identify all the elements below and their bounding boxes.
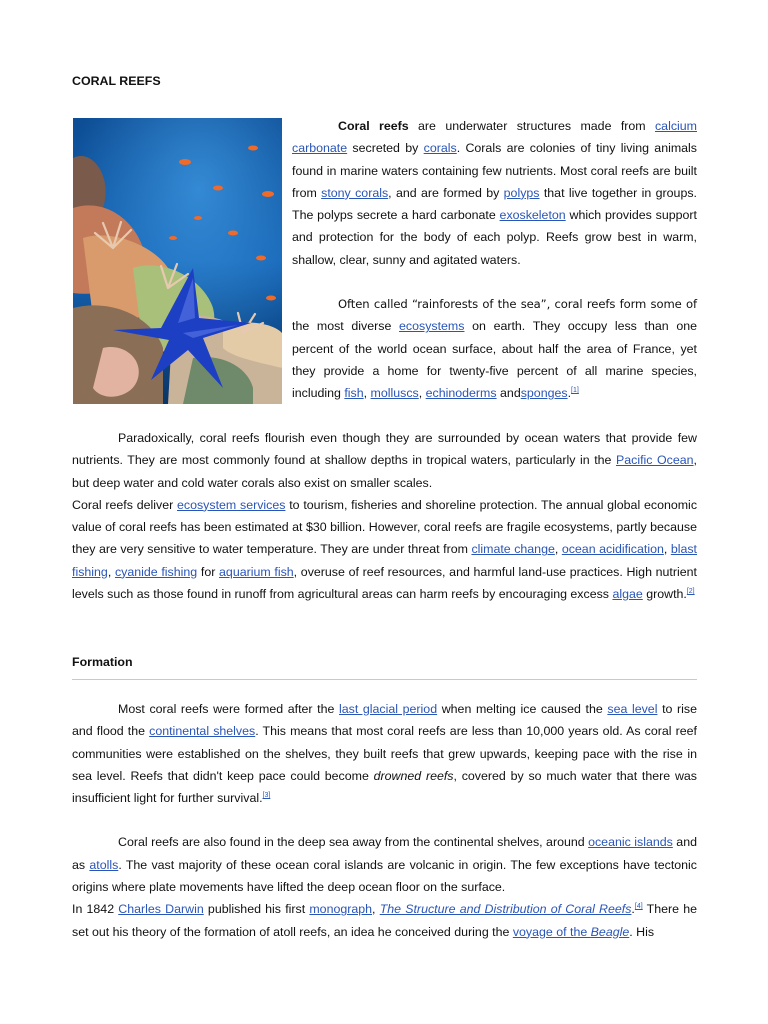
section-formation — [72, 698, 697, 943]
link-polyps[interactable]: polyps — [503, 185, 540, 200]
section-divider — [72, 679, 697, 680]
link-molluscs[interactable]: molluscs — [370, 386, 419, 401]
bold-term: Coral reefs — [338, 119, 409, 133]
link-oceanic-islands[interactable]: oceanic islands — [588, 835, 673, 850]
link-algae[interactable]: algae — [612, 587, 643, 602]
reference-4[interactable]: [4] — [634, 903, 643, 911]
link-ocean-acidification[interactable]: ocean acidification — [561, 542, 664, 557]
paragraph-4: Coral reefs deliver ecosystem services to tourism, fisheries and shoreline protection. The annual global economic value of coral reefs has been estimated at $30 billion. However, coral reefs are fragile ecosystems, partly because they are very sensitive to water temperature. They are under threat from climate change, ocean acidification, blast fishing, cyanide fishing for aquarium fish, overuse of reef resources, and harmful land-use practices. High nutrient levels such as those found in runoff from agricultural areas can harm reefs by encouraging excess algae growth.[2] — [72, 497, 698, 602]
link-exoskeleton[interactable]: exoskeleton — [499, 208, 566, 223]
link-fish[interactable]: fish — [344, 386, 364, 401]
paragraph-7: In 1842 Charles Darwin published his first monograph, The Structure and Distribution of Coral Reefs.[4] There he set out his theory of the formation of atoll reefs, an idea he conceived during the voyage of the Beagle. His — [72, 902, 697, 939]
paragraph-5: Most coral reefs were formed after the last glacial period when melting ice caused the sea level to rise and flood the continental shelves. This means that most coral reefs are less than 10,000 years old. As coral reef communities were established on the shelves, they built reefs that grew upwards, keeping pace with the rise in sea level. Reefs that didn't keep pace could become drowned reefs, covered by so much water that there was insufficient light for further survival.[3] — [72, 702, 697, 806]
link-climate-change[interactable]: climate change — [471, 542, 555, 557]
link-pacific-ocean[interactable]: Pacific Ocean — [615, 453, 694, 468]
italic-term: drowned reefs — [373, 768, 454, 783]
link-last-glacial-period[interactable]: last glacial period — [339, 702, 438, 716]
intro-text — [292, 115, 697, 405]
link-blast-fishing[interactable]: blast fishing — [72, 542, 698, 579]
link-echinoderms[interactable]: echinoderms — [425, 386, 497, 401]
link-cyanide-fishing[interactable]: cyanide fishing — [114, 564, 198, 579]
link-corals[interactable]: corals — [423, 141, 457, 156]
paragraph-3: Paradoxically, coral reefs flourish even though they are surrounded by ocean waters that provide few nutrients. They are most commonly found at shallow depths in tropical waters, particularly in the Pacific Ocean, but deep water and cold water corals also exist on smaller scales. — [72, 431, 697, 490]
link-sponges[interactable]: sponges — [520, 386, 568, 401]
link-stony-corals[interactable]: stony corals — [321, 185, 389, 200]
reference-2[interactable]: [2] — [686, 588, 695, 596]
paragraph-intro-1: Coral reefs are underwater structures made from calcium carbonate secreted by corals. Corals are colonies of tiny living animals found in marine waters containing few nutrients. Most coral reefs are built from stony corals, and are formed by polyps that live together in groups. The polyps secrete a hard carbonate exoskeleton which provides support and protection for the body of each polyp. Reefs grow best in warm, shallow, clear, sunny and agitated waters. — [292, 119, 697, 267]
link-structure-distribution-coral-reefs[interactable]: The Structure and Distribution of Coral Reefs — [379, 902, 632, 917]
paragraph-intro-2: Often called “rainforests of the sea”, coral reefs form some of the most diverse ecosystems on earth. They occupy less than one percent of the world ocean surface, about half the area of France, yet they provide a home for twenty-five percent of all marine species, including fish, molluscs, echinoderms andsponges.[1] — [292, 297, 697, 401]
reference-1[interactable]: [1] — [571, 387, 579, 395]
section-overview — [72, 427, 697, 605]
link-charles-darwin[interactable]: Charles Darwin — [118, 902, 204, 917]
coral-reef-photo-icon — [73, 118, 282, 404]
link-voyage-of-the-beagle[interactable]: voyage of the Beagle — [512, 924, 630, 939]
section-heading-formation: Formation — [72, 655, 133, 669]
paragraph-6: Coral reefs are also found in the deep sea away from the continental shelves, around oceanic islands and as atolls. The vast majority of these ocean coral islands are volcanic in origin. The few exceptions have tectonic origins where plate movements have lifted the deep ocean floor on the surface. — [72, 835, 697, 895]
link-continental-shelves[interactable]: continental shelves — [149, 724, 256, 739]
page-title: CORAL REEFS — [72, 74, 161, 88]
link-ecosystems[interactable]: ecosystems — [399, 319, 465, 334]
link-calcium-carbonate[interactable]: calcium carbonate — [292, 119, 697, 156]
coral-reef-photo — [73, 118, 282, 404]
link-monograph[interactable]: monograph — [309, 902, 373, 917]
link-atolls[interactable]: atolls — [89, 857, 119, 872]
link-sea-level[interactable]: sea level — [607, 702, 658, 716]
link-aquarium-fish[interactable]: aquarium fish — [219, 564, 294, 579]
reference-3[interactable]: [3] — [262, 792, 271, 800]
link-ecosystem-services[interactable]: ecosystem services — [177, 497, 286, 512]
